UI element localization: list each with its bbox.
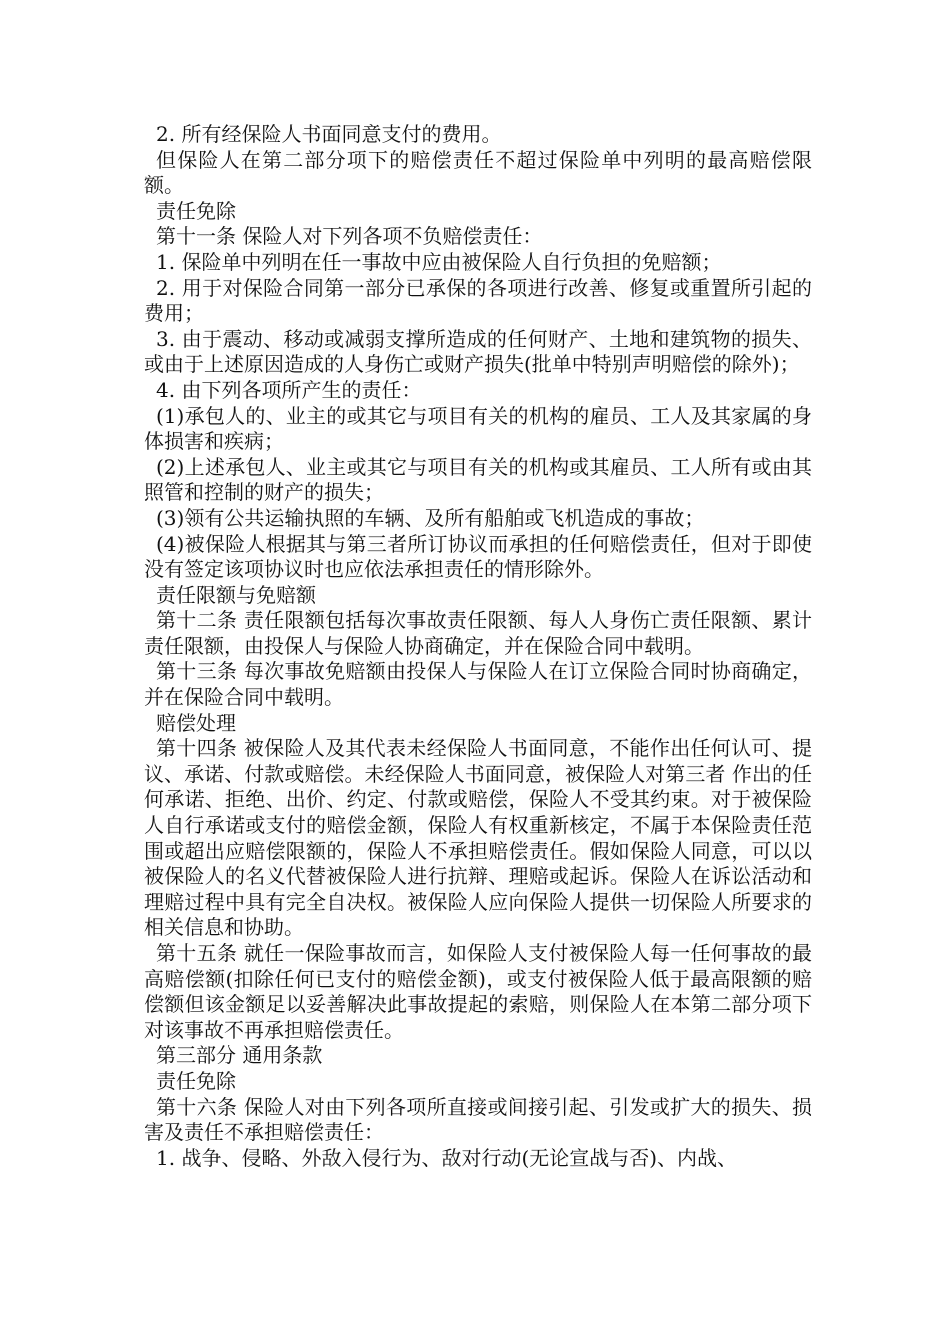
list-item: 1. 保险单中列明在任一事故中应由被保险人自行负担的免赔额； [156,249,722,274]
list-item: 4. 由下列各项所产生的责任： [156,377,422,402]
sub-list-item: (4)被保险人根据其与第三者所订协议而承担的任何赔偿责任，但对于即使没有签定该项协议时也应依法承担责任的情形除外。 [144,531,812,582]
paragraph: 2. 所有经保险人书面同意支付的费用。 [156,122,502,146]
section-heading: 赔偿处理 [156,710,236,735]
article-paragraph: 第十三条 每次事故免赔额由投保人与保险人在订立保险合同时协商确定，并在保险合同中载明。 [144,659,812,710]
section-heading: 责任免除 [156,1068,236,1093]
article-paragraph: 第十四条 被保险人及其代表未经保险人书面同意，不能作出任何认可、提议、承诺、付款或赔偿。未经保险人书面同意，被保险人对第三者 作出的任何承诺、拒绝、出价、约定、付款或赔偿，保险人不受其约束。对于被保险人自行承诺或支付的赔偿金额，保险人有权重新核定，不属于本保险责任范围或超出应赔偿限额的，保险人不承担赔偿责任。假如保险人同意，可以以被保险人的名义代替被保险人进行抗辩、理赔或起诉。保险人在诉讼活动和理赔过程中具有完全自决权。被保险人应向保险人提供一切保险人所要求的相关信息和协助。 [144,736,812,940]
list-item: 2. 用于对保险合同第一部分已承保的各项进行改善、修复或重置所引起的费用； [144,275,812,326]
paragraph: 但保险人在第二部分项下的赔偿责任不超过保险单中列明的最高赔偿限额。 [144,147,812,198]
section-heading: 责任免除 [156,198,236,223]
sub-list-item: (2)上述承包人、业主或其它与项目有关的机构或其雇员、工人所有或由其照管和控制的财产的损失； [144,454,812,505]
article-paragraph: 第十六条 保险人对由下列各项所直接或间接引起、引发或扩大的损失、损害及责任不承担赔偿责任： [144,1094,812,1145]
list-item: 3. 由于震动、移动或减弱支撑所造成的任何财产、土地和建筑物的损失、或由于上述原因造成的人身伤亡或财产损失(批单中特别声明赔偿的除外)； [144,326,812,377]
article-paragraph: 第十二条 责任限额包括每次事故责任限额、每人人身伤亡责任限额、累计责任限额，由投保人与保险人协商确定，并在保险合同中载明。 [144,608,812,658]
article-paragraph: 第十五条 就任一保险事故而言，如保险人支付被保险人每一任何事故的最高赔偿额(扣除任何已支付的赔偿金额)，或支付被保险人低于最高限额的赔偿额但该金额足以妥善解决此事故提起的索赔，则保险人在本第二部分项下对该事故不再承担赔偿责任。 [144,941,812,1042]
section-heading: 责任限额与免赔额 [156,582,316,607]
article-paragraph: 第十一条 保险人对下列各项不负赔偿责任： [156,224,543,249]
sub-list-item: (3)领有公共运输执照的车辆、及所有船舶或飞机造成的事故； [156,505,705,530]
list-item: 1. 战争、侵略、外敌入侵行为、敌对行动(无论宣战与否)、内战、 [156,1145,738,1170]
document-page [144,122,812,1171]
sub-list-item: (1)承包人的、业主的或其它与项目有关的机构的雇员、工人及其家属的身体损害和疾病； [144,403,812,454]
part-heading: 第三部分 通用条款 [156,1043,323,1068]
